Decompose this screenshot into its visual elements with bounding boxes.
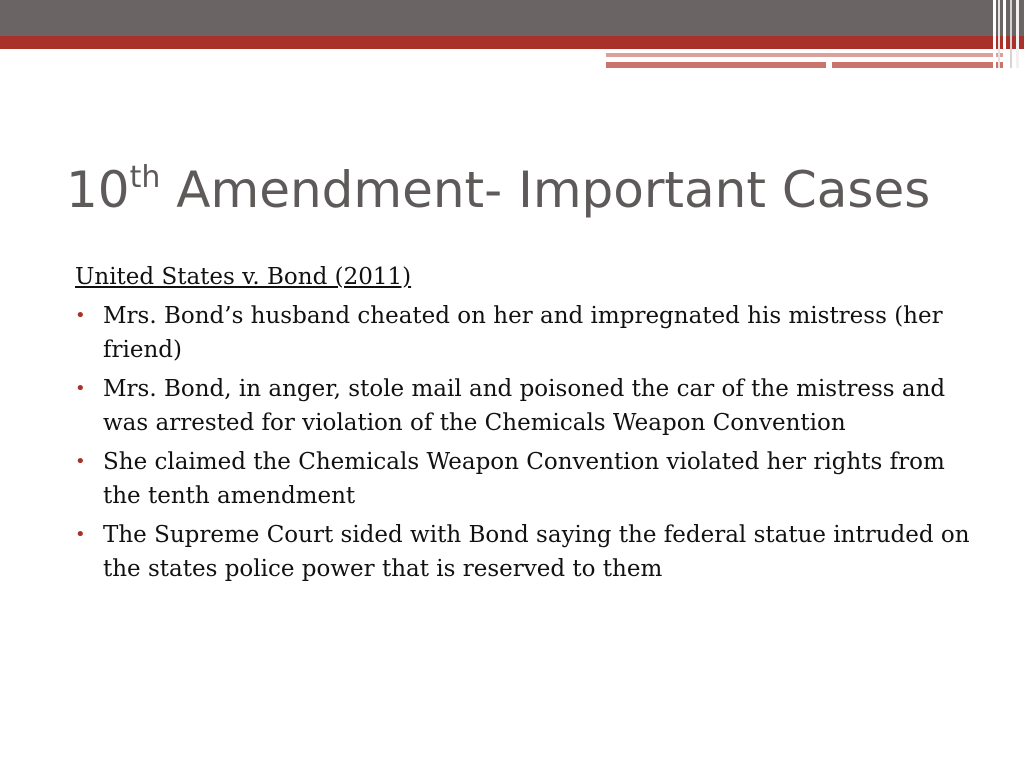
bullet-item bbox=[75, 372, 970, 440]
header-accent-band bbox=[0, 36, 1024, 49]
header-accent-line bbox=[606, 62, 1006, 68]
title-superscript: th bbox=[129, 160, 161, 195]
slide-content bbox=[75, 260, 970, 591]
bullet-icon: • bbox=[75, 451, 86, 472]
header-band bbox=[0, 0, 1024, 36]
header-stripe bbox=[998, 0, 1000, 68]
header-stripe bbox=[1003, 0, 1006, 68]
bullet-item bbox=[75, 445, 970, 513]
bullet-text: She claimed the Chemicals Weapon Convention violated her rights from the tenth amendment bbox=[103, 449, 945, 509]
bullet-text: The Supreme Court sided with Bond saying the federal statue intruded on the states police power that is reserved to them bbox=[103, 522, 970, 582]
bullet-icon: • bbox=[75, 524, 86, 545]
case-heading: United States v. Bond (2011) bbox=[75, 264, 412, 290]
header-stripe bbox=[993, 0, 996, 68]
bullet-icon: • bbox=[75, 378, 86, 399]
title-number: 10 bbox=[66, 161, 130, 219]
bullet-text: Mrs. Bond, in anger, stole mail and poisoned the car of the mistress and was arrested for violation of the Chemicals Weapon Convention bbox=[103, 376, 946, 436]
slide-title bbox=[66, 160, 930, 220]
bullet-text: Mrs. Bond’s husband cheated on her and impregnated his mistress (her friend) bbox=[103, 303, 943, 363]
header-stripe bbox=[1016, 0, 1019, 68]
title-text: Amendment- Important Cases bbox=[160, 161, 931, 219]
bullet-icon: • bbox=[75, 305, 86, 326]
header-accent-gap bbox=[826, 62, 832, 68]
bullet-item bbox=[75, 299, 970, 367]
header-accent-line bbox=[606, 53, 1006, 57]
bullet-item bbox=[75, 518, 970, 586]
bullet-list bbox=[75, 299, 970, 586]
header-stripe bbox=[1010, 0, 1012, 68]
